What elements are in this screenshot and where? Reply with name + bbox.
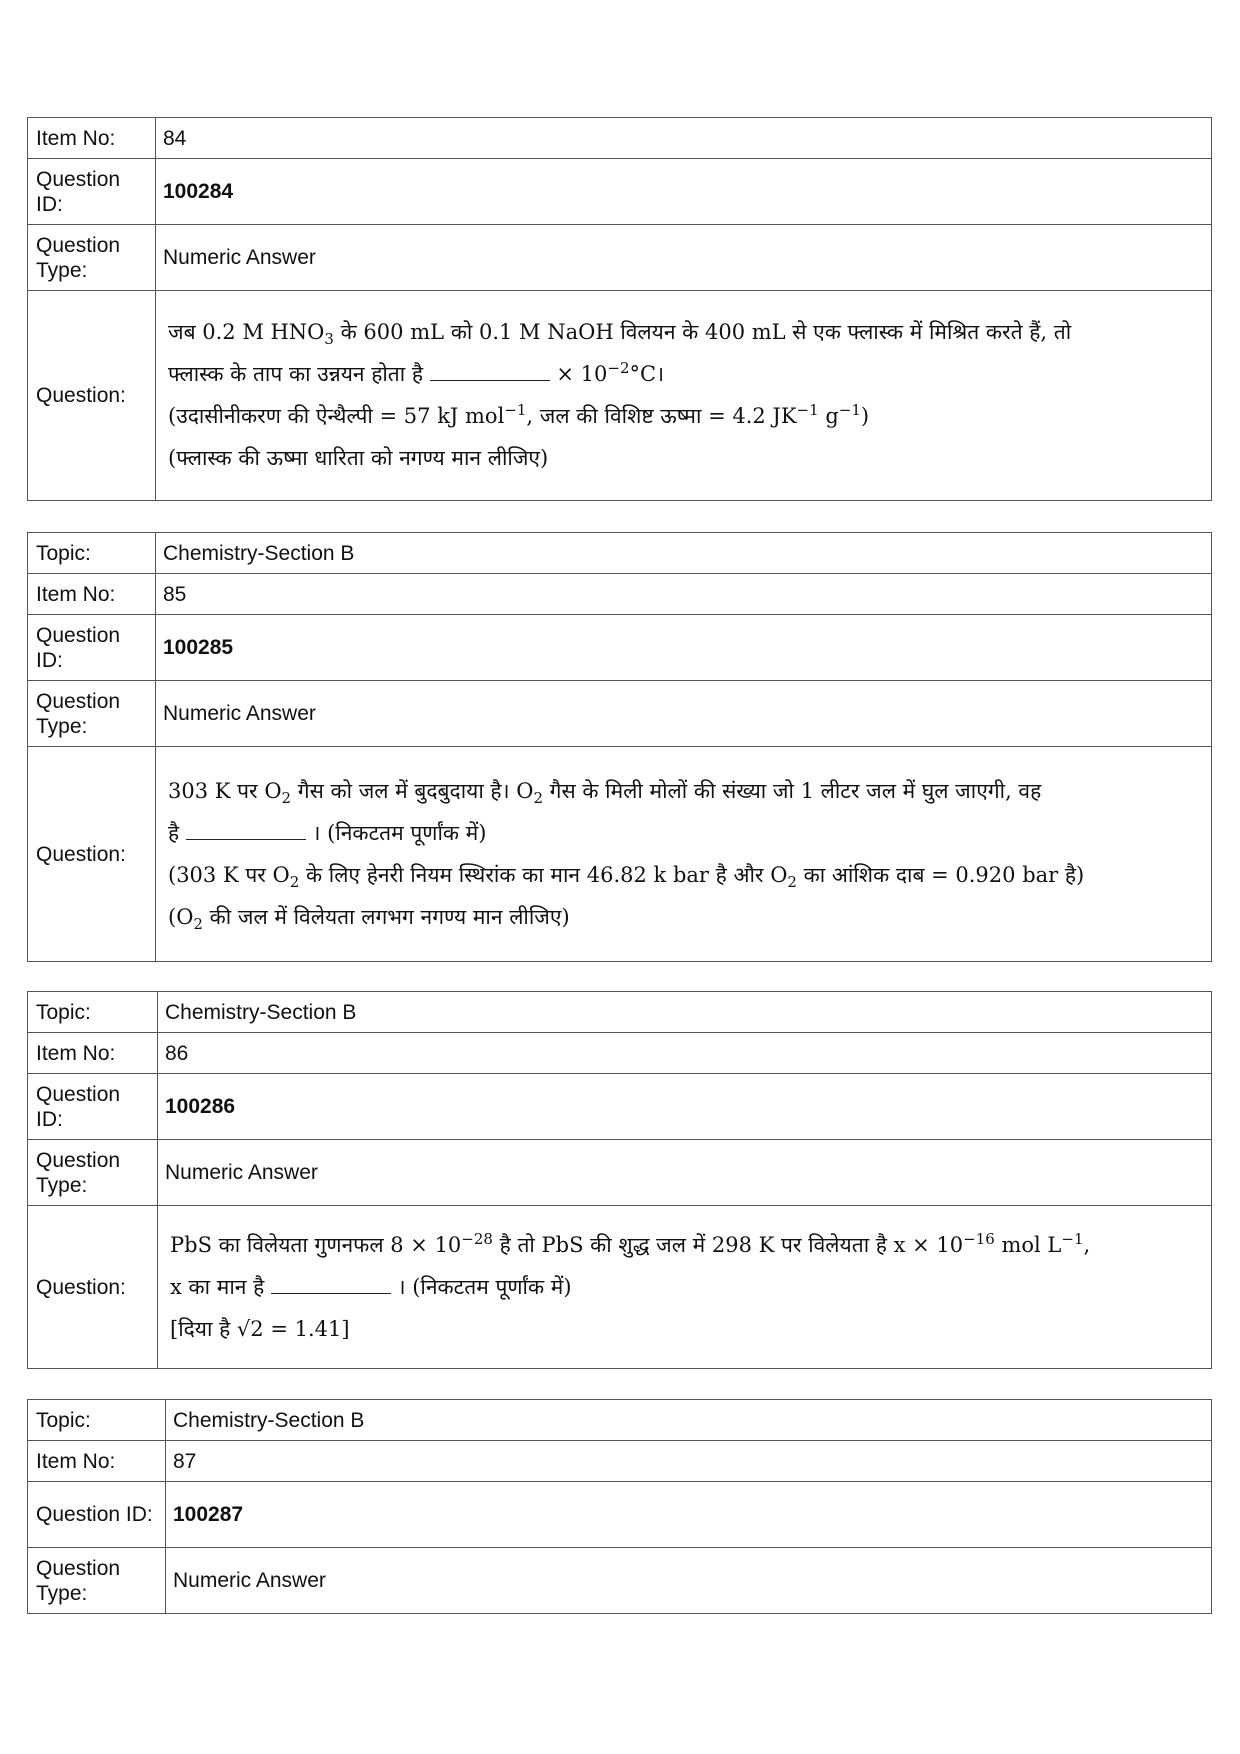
question-label: Question: [28, 291, 156, 501]
question-text: 303 K पर $O_2$ गैस को जल में बुदबुदाया है। $O_2$ गैस के मिली मोलों की संख्या जो 1 लीटर जल में घुल जाएगी, वह है । (निकटतम पूर्णांक में) (303 K पर $O_2$ के लिए हेनरी नियम स्थिरांक का मान 46.82 k bar है और $O_2$ का आंशिक दाब = 0.920 bar है) ($O_2$ की जल में विलेयता लगभग नगण्य मान लीजिए) [156, 747, 1212, 962]
topic-label: Topic: [28, 1400, 166, 1441]
question-type-value: Numeric Answer [166, 1548, 1212, 1614]
topic-value: Chemistry-Section B [166, 1400, 1212, 1441]
topic-row [28, 533, 1212, 574]
answer-blank [271, 1275, 391, 1294]
answer-blank [186, 821, 306, 840]
question-table-86 [27, 991, 1212, 1369]
topic-row [28, 992, 1212, 1033]
question-row [28, 1206, 1212, 1369]
question-id-label: Question ID: [28, 1482, 166, 1548]
question-type-label: Question Type: [28, 681, 156, 747]
question-label: Question: [28, 747, 156, 962]
question-id-row [28, 1074, 1212, 1140]
question-id-label: Question ID: [28, 1074, 158, 1140]
question-id-label: Question ID: [28, 159, 156, 225]
item-no-label: Item No: [28, 1033, 158, 1074]
question-type-value: Numeric Answer [156, 681, 1212, 747]
question-type-value: Numeric Answer [156, 225, 1212, 291]
item-no-value: 85 [156, 574, 1212, 615]
question-id-label: Question ID: [28, 615, 156, 681]
answer-blank [430, 362, 550, 381]
question-id-value: 100286 [158, 1074, 1212, 1140]
question-table-87 [27, 1399, 1212, 1614]
item-no-row [28, 1441, 1212, 1482]
question-type-row [28, 225, 1212, 291]
question-id-row [28, 159, 1212, 225]
item-no-row [28, 1033, 1212, 1074]
question-id-value: 100285 [156, 615, 1212, 681]
question-id-row [28, 1482, 1212, 1548]
topic-value: Chemistry-Section B [156, 533, 1212, 574]
item-no-value: 86 [158, 1033, 1212, 1074]
item-no-row [28, 574, 1212, 615]
item-no-value: 84 [156, 118, 1212, 159]
topic-label: Topic: [28, 992, 158, 1033]
topic-row [28, 1400, 1212, 1441]
question-id-value: 100284 [156, 159, 1212, 225]
question-type-label: Question Type: [28, 1140, 158, 1206]
question-id-value: 100287 [166, 1482, 1212, 1548]
question-label: Question: [28, 1206, 158, 1369]
item-no-row [28, 118, 1212, 159]
question-type-label: Question Type: [28, 1548, 166, 1614]
item-no-value: 87 [166, 1441, 1212, 1482]
item-no-label: Item No: [28, 574, 156, 615]
topic-label: Topic: [28, 533, 156, 574]
question-text: PbS का विलेयता गुणनफल $8 \times 10^{-28}$ है तो PbS की शुद्ध जल में 298 K पर विलेयता है $x \times 10^{-16}$ mol $L^{-1}$, x का मान है । (निकटतम पूर्णांक में) [दिया है √2 = 1.41] [158, 1206, 1212, 1369]
question-type-row [28, 681, 1212, 747]
question-type-row [28, 1548, 1212, 1614]
question-row [28, 291, 1212, 501]
item-no-label: Item No: [28, 1441, 166, 1482]
question-text: जब 0.2 M $HNO_3$ के 600 mL को 0.1 M NaOH विलयन के 400 mL से एक फ्लास्क में मिश्रित करते हैं, तो फ्लास्क के ताप का उन्नयन होता है × $10^{-2}^\circ C।$ (उदासीनीकरण की ऐन्थैल्पी = 57 kJ mol$^{-1}$, जल की विशिष्ट ऊष्मा = 4.2 $JK^{-1}$ $g^{-1}$) (फ्लास्क की ऊष्मा धारिता को नगण्य मान लीजिए) [156, 291, 1212, 501]
topic-value: Chemistry-Section B [158, 992, 1212, 1033]
question-id-row [28, 615, 1212, 681]
question-type-label: Question Type: [28, 225, 156, 291]
question-type-row [28, 1140, 1212, 1206]
question-table-84 [27, 117, 1212, 501]
question-table-85 [27, 532, 1212, 962]
question-row [28, 747, 1212, 962]
question-type-value: Numeric Answer [158, 1140, 1212, 1206]
item-no-label: Item No: [28, 118, 156, 159]
